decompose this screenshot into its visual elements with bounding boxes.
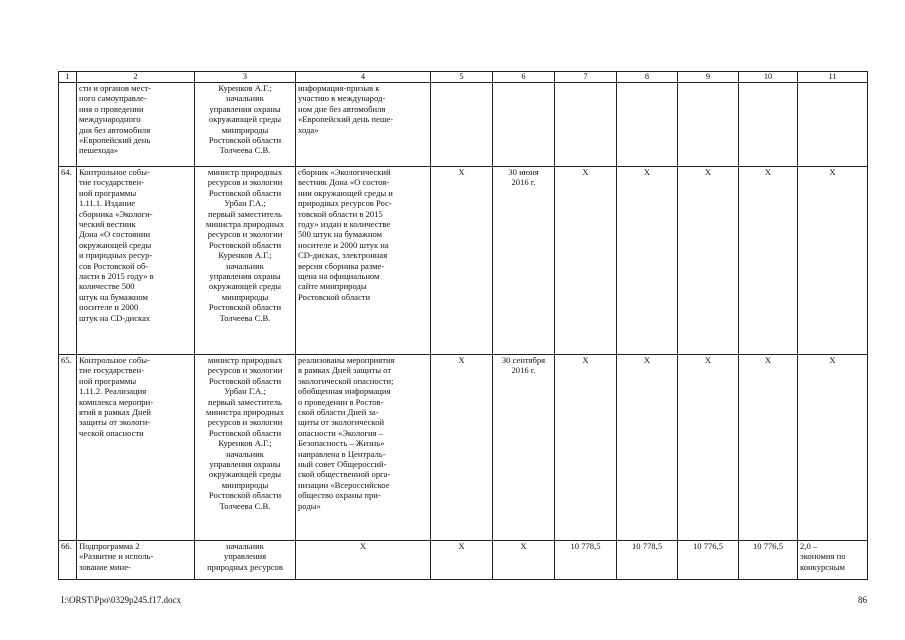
cell-col5 xyxy=(431,83,493,167)
event-name-cell: Подпрограмма 2 «Развитие и исполь- зование мине- xyxy=(77,541,195,580)
cell-col6: 30 июня 2016 г. xyxy=(493,167,555,355)
cell-col9: Х xyxy=(678,355,739,541)
column-header: 8 xyxy=(617,72,678,83)
result-cell: Х xyxy=(296,541,431,580)
responsible-cell: начальник управления природных ресурсов xyxy=(195,541,296,580)
cell-col10: Х xyxy=(739,355,798,541)
cell-col7: 10 778,5 xyxy=(555,541,617,580)
cell-col9: 10 776,5 xyxy=(678,541,739,580)
column-header: 9 xyxy=(678,72,739,83)
cell-col6: Х xyxy=(493,541,555,580)
row-number: 65. xyxy=(59,355,77,541)
footer-file-path: I:\ORST\Ppo\0329p245.f17.docx xyxy=(61,595,182,605)
cell-col11 xyxy=(798,83,868,167)
cell-col8: Х xyxy=(617,167,678,355)
column-header: 7 xyxy=(555,72,617,83)
report-table xyxy=(58,71,868,580)
cell-col11: Х xyxy=(798,355,868,541)
cell-col8 xyxy=(617,83,678,167)
event-name-cell: сти и органов мест- ного самоуправле- ния о проведении международного дня без автомобиля «Европейский день пешехода» xyxy=(77,83,195,167)
table-header-row xyxy=(59,72,868,83)
row-number xyxy=(59,83,77,167)
cell-col5: Х xyxy=(431,167,493,355)
responsible-cell: министр природных ресурсов и экологии Ростовской области Урбан Г.А.; первый заместитель министра природных ресурсов и экологии Ростовской области Куренков А.Г.; начальник управления охраны окружающей среды минприроды Ростовской области Толчеева С.В. xyxy=(195,167,296,355)
row-number: 64. xyxy=(59,167,77,355)
column-header: 1 xyxy=(59,72,77,83)
cell-col5: Х xyxy=(431,541,493,580)
table-row xyxy=(59,83,868,167)
cell-col8: 10 778,5 xyxy=(617,541,678,580)
cell-col10: 10 776,5 xyxy=(739,541,798,580)
responsible-cell: министр природных ресурсов и экологии Ростовской области Урбан Г.А.; первый заместитель министра природных ресурсов и экологии Ростовской области Куренков А.Г.; начальник управления охраны окружающей среды минприроды Ростовской области Толчеева С.В. xyxy=(195,355,296,541)
column-header: 4 xyxy=(296,72,431,83)
cell-col9: Х xyxy=(678,167,739,355)
cell-col11: Х xyxy=(798,167,868,355)
table-row xyxy=(59,167,868,355)
column-header: 2 xyxy=(77,72,195,83)
cell-col7: Х xyxy=(555,167,617,355)
event-name-cell: Контрольное собы- тие государствен- ной программы 1.11.1. Издание сборника «Экологи- ческий вестник Дона «О состоянии окружающей среды и природных ресур- сов Ростовской об- ласти в 2015 году» в количестве 500 штук на бумажном носителе и 2000 штук на CD-дисках xyxy=(77,167,195,355)
cell-col7 xyxy=(555,83,617,167)
cell-col10: Х xyxy=(739,167,798,355)
table-row xyxy=(59,541,868,580)
result-cell: реализованы мероприятия в рамках Дней защиты от экологической опасности; обобщенная информация о проведении в Ростов- ской области Дней за- щиты от экологической опасности «Экология – Безопасность – Жизнь» направлена в Централь- ный совет Общероссий- ской общественной орга- низации «Всероссийское общество охраны при- роды» xyxy=(296,355,431,541)
cell-col11: 2,0 – экономия по конкурсным xyxy=(798,541,868,580)
cell-col8: Х xyxy=(617,355,678,541)
event-name-cell: Контрольное собы- тие государствен- ной программы 1.11.2. Реализация комплекса меропри- ятий в рамках Дней защиты от экологи- ческой опасности xyxy=(77,355,195,541)
result-cell: сборник «Экологический вестник Дона «О состоя- нии окружающей среды и природных ресурсов Рос- товской области в 2015 году» издан в количестве 500 штук на бумажном носителе и 2000 штук на CD-дисках, электронная версия сборника разме- щена на официальном сайте минприроды Ростовской области xyxy=(296,167,431,355)
column-header: 6 xyxy=(493,72,555,83)
table-row xyxy=(59,355,868,541)
column-header: 3 xyxy=(195,72,296,83)
responsible-cell: Куренков А.Г.; начальник управления охраны окружающей среды минприроды Ростовской области Толчеева С.В. xyxy=(195,83,296,167)
cell-col10 xyxy=(739,83,798,167)
footer-page-number: 86 xyxy=(858,595,867,605)
cell-col5: Х xyxy=(431,355,493,541)
cell-col9 xyxy=(678,83,739,167)
result-cell: информация-призыв к участию в международ- ном дне без автомобиля «Европейский день пеше- хода» xyxy=(296,83,431,167)
column-header: 5 xyxy=(431,72,493,83)
column-header: 11 xyxy=(798,72,868,83)
cell-col6 xyxy=(493,83,555,167)
cell-col6: 30 сентября 2016 г. xyxy=(493,355,555,541)
column-header: 10 xyxy=(739,72,798,83)
cell-col7: Х xyxy=(555,355,617,541)
row-number: 66. xyxy=(59,541,77,580)
